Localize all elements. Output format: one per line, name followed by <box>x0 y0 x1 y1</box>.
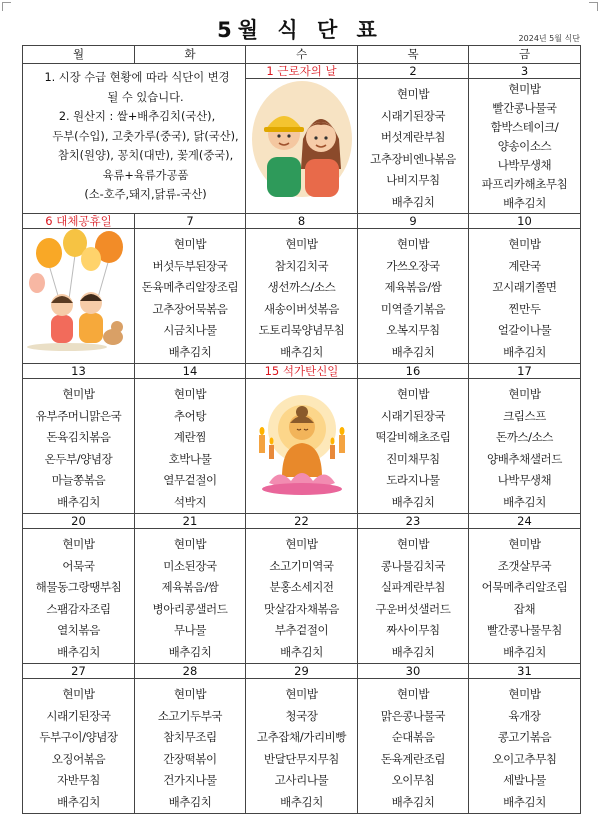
menu-item: 해물동그랑땡부침 <box>35 580 122 594</box>
menu-cell <box>246 229 358 364</box>
notice-cell <box>23 64 246 214</box>
menu-cell <box>23 679 135 814</box>
menu-cell <box>358 79 469 214</box>
holiday-illustration-cell <box>246 79 358 214</box>
menu-cell <box>358 679 469 814</box>
menu-item: 양송이소스 <box>497 139 552 153</box>
menu-item: 시래기된장국 <box>46 708 111 723</box>
page-title: 5월 식 단 표 <box>217 18 383 42</box>
menu-item: 얼갈이나물 <box>497 323 552 337</box>
menu-item: 나박무생채 <box>497 473 552 487</box>
menu-cell <box>358 529 469 664</box>
menu-item: 양배추채샐러드 <box>487 451 562 466</box>
date-row <box>23 664 581 679</box>
buddha-illustration-icon <box>249 379 355 503</box>
date-label: 31 <box>469 664 581 679</box>
menu-item: 무나물 <box>173 623 207 637</box>
menu-item: 빨간콩나물국 <box>492 101 557 115</box>
menu-row <box>23 379 581 514</box>
menu-item: 시래기된장국 <box>380 108 446 123</box>
notice-box <box>23 64 245 205</box>
menu-item: 청국장 <box>285 708 318 723</box>
menu-cell <box>358 379 469 514</box>
menu-list <box>358 229 468 363</box>
menu-item: 떡갈비해초조림 <box>375 430 451 444</box>
page-corner-mark <box>589 2 598 11</box>
notice-line: 2. 원산지 : 쌀+배추김치(국산), <box>58 110 216 123</box>
menu-item: 두부구이/양념장 <box>39 730 118 744</box>
menu-list <box>358 79 468 213</box>
menu-cell <box>469 679 581 814</box>
menu-cell <box>135 229 246 364</box>
menu-item: 배추김치 <box>57 794 100 809</box>
menu-item: 부추겉절이 <box>274 623 329 637</box>
menu-item: 시래기된장국 <box>380 408 446 423</box>
menu-item: 배추김치 <box>503 494 546 509</box>
date-label: 30 <box>358 664 469 679</box>
menu-item: 현미밥 <box>62 387 95 401</box>
menu-item: 스팸감자조림 <box>46 601 111 616</box>
menu-item: 현미밥 <box>396 237 430 251</box>
menu-item: 배추김치 <box>503 794 546 809</box>
children-balloons-illustration-icon <box>27 229 131 353</box>
menu-item: 참치김치국 <box>274 258 329 273</box>
menu-item: 찐만두 <box>508 301 541 316</box>
weekday-header: 수 <box>246 46 358 64</box>
menu-item: 현미밥 <box>508 687 541 701</box>
date-label: 16 <box>358 364 469 379</box>
menu-item: 현미밥 <box>173 687 207 701</box>
menu-item: 어묵메추리알조림 <box>481 580 568 594</box>
menu-item: 맛살감자채볶음 <box>264 601 339 616</box>
menu-item: 배추김치 <box>280 344 323 359</box>
menu-item: 배추김치 <box>503 344 546 359</box>
menu-item: 호박나물 <box>168 451 212 466</box>
menu-item: 자반무침 <box>57 773 100 787</box>
meal-calendar-table <box>22 45 581 814</box>
menu-cell <box>23 529 135 664</box>
menu-item: 병아리콩샐러드 <box>152 601 228 616</box>
menu-item: 참치무조림 <box>163 730 217 744</box>
menu-cell <box>469 79 581 214</box>
menu-item: 오복지무침 <box>386 323 440 337</box>
menu-list <box>358 379 468 513</box>
menu-item: 나비지무침 <box>386 173 440 187</box>
menu-item: 현미밥 <box>62 537 95 551</box>
menu-list <box>135 229 245 363</box>
menu-item: 돈육메추리알장조림 <box>141 280 239 294</box>
menu-item: 구운버섯샐러드 <box>375 601 451 616</box>
menu-item: 돈까스/소스 <box>495 430 554 444</box>
menu-item: 추어탕 <box>173 408 207 423</box>
menu-item: 나박무생채 <box>497 158 552 172</box>
menu-item: 육개장 <box>508 708 541 723</box>
menu-item: 오이무침 <box>391 773 435 787</box>
menu-list <box>469 529 580 663</box>
date-label: 2 <box>358 64 469 79</box>
menu-item: 건가지나물 <box>163 773 217 787</box>
menu-item: 오이고추무침 <box>492 751 557 766</box>
notice-line: 두부(수입), 고춧가루(중국), 닭(국산), <box>52 129 239 143</box>
menu-cell <box>135 379 246 514</box>
menu-item: 어묵국 <box>62 558 95 573</box>
menu-item: 돈육김치볶음 <box>46 430 111 444</box>
menu-list <box>135 679 245 813</box>
menu-cell <box>469 229 581 364</box>
menu-item: 열치볶음 <box>57 623 100 637</box>
menu-item: 소고기미역국 <box>269 558 334 573</box>
menu-item: 분홍소세지전 <box>269 580 334 594</box>
menu-item: 콩고기볶음 <box>497 730 552 744</box>
date-label: 10 <box>469 214 581 229</box>
menu-item: 조갯살무국 <box>497 558 552 573</box>
menu-item: 배추김치 <box>57 494 100 509</box>
menu-item: 맑은콩나물국 <box>380 708 446 723</box>
menu-item: 현미밥 <box>396 537 430 551</box>
menu-item: 현미밥 <box>508 82 541 96</box>
menu-row <box>23 229 581 364</box>
menu-item: 제육볶음/쌈 <box>384 280 442 294</box>
menu-item: 미역줄기볶음 <box>380 301 446 316</box>
notice-line: 1. 시장 수급 현황에 따라 식단이 변경 <box>44 71 230 84</box>
date-label: 23 <box>358 514 469 529</box>
menu-item: 마늘쫑볶음 <box>51 473 106 487</box>
date-label: 27 <box>23 664 135 679</box>
menu-item: 고추잡채/가리비빵 <box>256 730 347 744</box>
date-row <box>23 514 581 529</box>
date-label: 14 <box>135 364 246 379</box>
menu-item: 버섯계란부침 <box>380 130 446 144</box>
menu-item: 크림스프 <box>503 408 546 423</box>
menu-item: 고사리나물 <box>274 773 329 787</box>
menu-list <box>23 679 134 813</box>
notice-line: (소-호주,돼지,닭류-국산) <box>84 188 207 201</box>
date-row <box>23 64 581 79</box>
menu-cell <box>135 529 246 664</box>
menu-list <box>358 529 468 663</box>
menu-item: 소고기두부국 <box>157 708 223 723</box>
menu-list <box>135 529 245 663</box>
menu-item: 새송이버섯볶음 <box>264 301 339 316</box>
date-label: 9 <box>358 214 469 229</box>
menu-item: 배추김치 <box>391 194 435 209</box>
date-label: 13 <box>23 364 135 379</box>
menu-item: 세발나물 <box>503 773 546 787</box>
menu-list <box>246 229 357 363</box>
menu-cell <box>358 229 469 364</box>
menu-cell <box>469 529 581 664</box>
menu-item: 배추김치 <box>503 196 546 210</box>
menu-item: 콩나물김치국 <box>380 558 446 573</box>
menu-cell <box>135 679 246 814</box>
notice-line: 참치(원양), 꽁치(대만), 꽃게(중국), <box>57 149 234 162</box>
menu-item: 고추장어묵볶음 <box>152 301 228 316</box>
menu-item: 배추김치 <box>168 644 212 659</box>
menu-item: 짜사이무침 <box>386 623 440 637</box>
menu-item: 고추장비엔나볶음 <box>370 151 456 166</box>
menu-item: 현미밥 <box>285 687 318 701</box>
menu-item: 현미밥 <box>396 387 430 401</box>
menu-item: 도라지나물 <box>386 473 440 487</box>
date-label: 24 <box>469 514 581 529</box>
menu-item: 실파계란부침 <box>380 580 446 594</box>
menu-item: 버섯두부된장국 <box>152 258 228 273</box>
menu-cell <box>246 529 358 664</box>
menu-item: 현미밥 <box>396 87 430 101</box>
holiday-illustration-cell <box>23 229 135 364</box>
menu-list <box>246 679 357 813</box>
menu-item: 반달단무지무침 <box>264 751 339 766</box>
menu-item: 미소된장국 <box>163 558 217 573</box>
menu-cell <box>246 679 358 814</box>
menu-item: 오징어볶음 <box>51 751 106 766</box>
menu-list <box>469 229 580 363</box>
weekday-header: 금 <box>469 46 581 64</box>
notice-line: 육류+육류가공품 <box>102 168 189 182</box>
menu-cell <box>469 379 581 514</box>
date-label: 7 <box>135 214 246 229</box>
menu-item: 배추김치 <box>280 794 323 809</box>
date-label: 3 <box>469 64 581 79</box>
menu-item: 간장떡볶이 <box>163 751 217 766</box>
date-row <box>23 364 581 379</box>
workers-illustration-icon <box>249 79 355 203</box>
menu-item: 현미밥 <box>508 537 541 551</box>
date-label: 29 <box>246 664 358 679</box>
menu-item: 배추김치 <box>280 644 323 659</box>
date-label: 28 <box>135 664 246 679</box>
menu-item: 유부주머니맑은국 <box>35 408 122 423</box>
menu-item: 석박지 <box>173 494 207 509</box>
menu-item: 현미밥 <box>173 537 207 551</box>
menu-list <box>23 529 134 663</box>
menu-item: 열무겉절이 <box>163 473 217 487</box>
date-label: 1 근로자의 날 <box>246 64 358 79</box>
menu-item: 파프리카해초무침 <box>481 177 568 191</box>
page-corner-mark <box>2 2 11 11</box>
menu-item: 제육볶음/쌈 <box>161 580 219 594</box>
date-note: 2024년 5월 식단 <box>518 34 580 43</box>
menu-item: 진미채무침 <box>386 451 440 466</box>
menu-cell <box>23 379 135 514</box>
menu-list <box>358 679 468 813</box>
menu-item: 배추김치 <box>57 644 100 659</box>
date-label: 6 대체공휴일 <box>23 214 135 229</box>
date-label: 15 석가탄신일 <box>246 364 358 379</box>
menu-item: 현미밥 <box>508 237 541 251</box>
menu-item: 현미밥 <box>396 687 430 701</box>
menu-row <box>23 529 581 664</box>
menu-item: 함박스테이크/ <box>490 120 559 134</box>
menu-list <box>469 379 580 513</box>
menu-item: 꼬시래기쫄면 <box>492 280 557 294</box>
weekday-header-row <box>23 46 581 64</box>
menu-item: 생선까스/소스 <box>267 280 336 294</box>
menu-item: 도토리묵양념무침 <box>258 323 345 337</box>
menu-item: 빨간콩나물무침 <box>487 623 562 637</box>
menu-item: 현미밥 <box>285 237 318 251</box>
menu-item: 가쓰오장국 <box>386 258 440 273</box>
menu-item: 배추김치 <box>391 644 435 659</box>
date-label: 20 <box>23 514 135 529</box>
menu-item: 현미밥 <box>173 387 207 401</box>
date-label: 22 <box>246 514 358 529</box>
menu-item: 배추김치 <box>391 794 435 809</box>
date-label: 21 <box>135 514 246 529</box>
menu-item: 배추김치 <box>168 794 212 809</box>
weekday-header: 목 <box>358 46 469 64</box>
menu-item: 현미밥 <box>285 537 318 551</box>
menu-list <box>469 79 580 213</box>
menu-item: 시금치나물 <box>163 323 217 337</box>
menu-item: 배추김치 <box>391 494 435 509</box>
menu-row <box>23 679 581 814</box>
date-label: 8 <box>246 214 358 229</box>
weekday-header: 화 <box>135 46 246 64</box>
menu-list <box>23 379 134 513</box>
notice-line: 될 수 있습니다. <box>107 90 184 104</box>
holiday-illustration-cell <box>246 379 358 514</box>
date-label: 17 <box>469 364 581 379</box>
menu-item: 계란찜 <box>173 430 207 444</box>
menu-list <box>469 679 580 813</box>
menu-item: 배추김치 <box>391 344 435 359</box>
menu-item: 배추김치 <box>168 344 212 359</box>
menu-item: 잡채 <box>513 601 536 616</box>
weekday-header: 월 <box>23 46 135 64</box>
menu-item: 배추김치 <box>503 644 546 659</box>
menu-item: 현미밥 <box>508 387 541 401</box>
menu-list <box>246 529 357 663</box>
menu-item: 순대볶음 <box>391 730 435 744</box>
date-row <box>23 214 581 229</box>
menu-list <box>135 379 245 513</box>
menu-item: 온두부/양념장 <box>44 451 113 466</box>
menu-item: 현미밥 <box>173 237 207 251</box>
menu-item: 현미밥 <box>62 687 95 701</box>
menu-item: 돈육계란조림 <box>380 751 446 766</box>
menu-item: 계란국 <box>508 258 541 273</box>
